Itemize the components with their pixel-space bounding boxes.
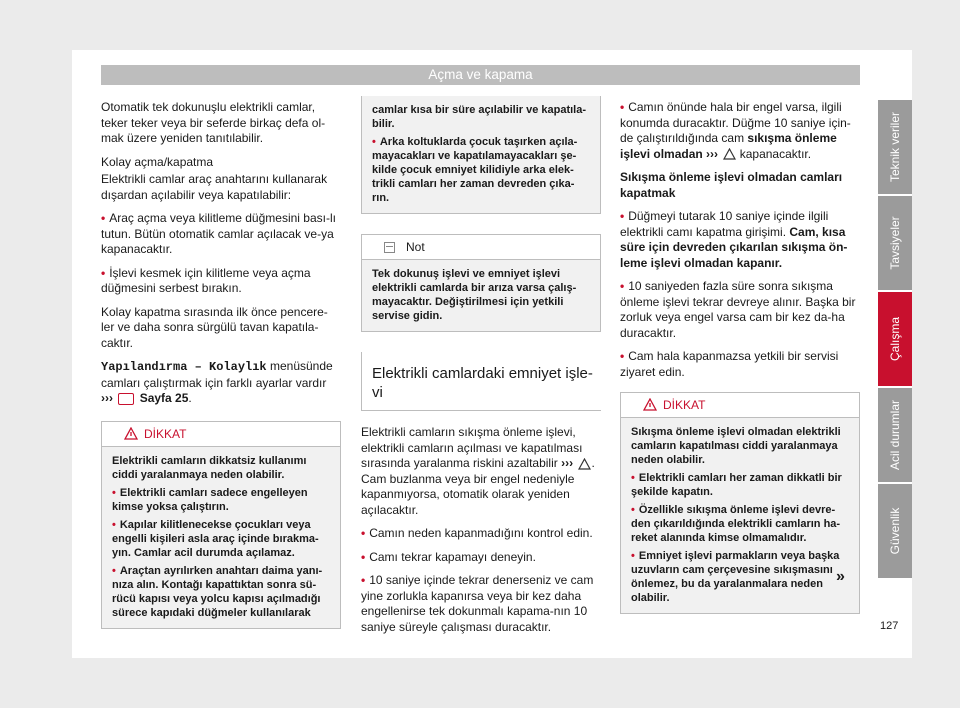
note-body: Tek dokunuş işlevi ve emniyet işlevi elektrikli camlarda bir arıza varsa çalış-mayacaktır. Değiştirilmesi için yetkili servise gidin. (362, 260, 600, 331)
list-item: • Düğmeyi tutarak 10 saniye içinde ilgili elektrikli camı kapatma girişimi. Cam, kısa süre için devreden çıkarılan sıkışma ön-leme işlevi olmadan kapanır. (620, 209, 848, 270)
list-item: • Camın neden kapanmadığını kontrol edin. (361, 526, 593, 540)
warning-title: DİKKAT (621, 393, 859, 418)
warning-icon (643, 398, 657, 411)
note-icon (384, 242, 395, 253)
list-item: • 10 saniyeden fazla süre sonra sıkışma önleme işlevi tekrar devreye alınır. Başka bir zorluk veya engel varsa cam bir kez da-ha duracaktır. (620, 279, 856, 340)
column-3 (620, 100, 860, 614)
list-item: • Araç açma veya kilitleme düğmesini bası-lı tutun. Bütün otomatik camlar açılacak ve-ya kapanacaktır. (101, 211, 336, 256)
list-item: • Camı tekrar kapamayı deneyin. (361, 549, 536, 564)
page-link[interactable]: Sayfa 25 (139, 391, 189, 405)
warning-box (620, 392, 860, 614)
tab-tavsiyeler[interactable]: Tavsiyeler (878, 196, 912, 290)
note-title: Not (362, 235, 600, 260)
ref-arrow: ››› (561, 456, 574, 470)
warning-icon (124, 427, 138, 440)
tab-acil-durumlar[interactable]: Acil durumlar (878, 388, 912, 482)
warning-title: DİKKAT (102, 422, 340, 447)
subheading: Sıkışma önleme işlevi olmadan camları kapatmak (620, 170, 843, 200)
list-item: • Elektrikli camları sadece engelleyen kimse yoksa çalıştırın. (112, 486, 308, 513)
warning-body: Elektrikli camların dikkatsiz kullanımı ciddi yaralanmaya neden olabilir. • Elektrikli camları sadece engelleyen kimse yoksa çalıştırın. • Kapılar kilitlenecekse çocukları veya engelli kişileri asla araç içinde bırakma-yın. Camlar acil durumda açılamaz. • Araçtan ayrılırken anahtarı daima yanı-nıza alın. Kontağı kapattıktan sonra sü-rücü kapısı veya yolcu kapısı açılmadığı sürece kapıdaki düğmeler kullanılarak (102, 447, 340, 628)
paragraph: Elektrikli camların sıkışma önleme işlevi, elektrikli camların açılması ve kapatılması sırasında yaralanma riskini azaltabilir ››› . Cam buzlanma veya bir engel nedeniyle kapanmıyorsa, otomatik olarak yeniden açılacaktır. (361, 425, 595, 517)
page-header: Açma ve kapama (101, 65, 860, 85)
ref-arrow: ››› (101, 391, 113, 405)
column-2 (361, 96, 601, 643)
note-box (361, 234, 601, 332)
list-item: • Özellikle sıkışma önleme işlevi devre-den çıkarıldığında elektrikli camların ha-reket alanında kimse olmamalıdır. (631, 504, 841, 544)
warning-icon (578, 458, 591, 470)
continue-arrow: » (836, 568, 845, 585)
intro-text: Otomatik tek dokunuşlu elektrikli camlar, teker teker veya bir seferde birkaç defa ol-mak üzere yeniden tanıtılabilir. (101, 100, 326, 145)
paragraph: Kolay kapatma sırasında ilk önce pencere-ler ve daha sonra sürgülü tavan kapatıla-caktır. (101, 304, 328, 350)
warning-icon (723, 148, 736, 160)
tab-teknik-veriler[interactable]: Teknik veriler (878, 100, 912, 194)
side-tabs (878, 100, 912, 580)
warning-box (101, 421, 341, 629)
list-item: • Emniyet işlevi parmakların veya başka uzuvların cam çerçevesine sıkışmasını önlemez, bu da yaralanmalara neden olabilir. (631, 550, 840, 604)
list-item: • 10 saniye içinde tekrar denerseniz ve cam yine zorlukla kapanırsa veya bir kez daha engellenirse tek dokunmalı kapama-nın 10 saniye süreyle çalışması duracaktır. (361, 573, 594, 634)
page-number: 127 (880, 620, 899, 632)
list-item: • Araçtan ayrılırken anahtarı daima yanı-nıza alın. Kontağı kapattıktan sonra sü-rücü kapısı veya yolcu kapısı açılmadığı sürece kapıdaki düğmeler kullanılarak (112, 564, 323, 619)
menu-path: Yapılandırma – Kolaylık (101, 360, 267, 374)
ref-arrow: ››› (706, 146, 719, 161)
section-title: Elektrikli camlardaki emniyet işle-vi (361, 352, 601, 411)
subheading: Kolay açma/kapatma (101, 154, 214, 169)
list-item: • Camın önünde hala bir engel varsa, ilgili konumda duracaktır. Düğme 10 saniye için-de çalıştırıldığında cam sıkışma önleme işlevi olmadan ››› kapanacaktır. (620, 100, 851, 161)
list-item: • Cam hala kapanmazsa yetkili bir servisi ziyaret edin. (620, 349, 839, 379)
warning-box-continued: camlar kısa bir süre açılabilir ve kapatıla-bilir. • Arka koltuklarda çocuk taşırken açıla-mayacakları ve kapatılamayacakları şe-kilde çocuk emniyet kilidiyle arka elek-trikli camları her zaman devreden çıka-rın. (361, 96, 601, 214)
list-item: • Kapılar kilitlenecekse çocukları veya engelli kişileri asla araç içinde bırakma-yın. Camlar acil durumda açılamaz. (112, 518, 319, 559)
column-1 (101, 100, 341, 629)
list-item: • İşlevi kesmek için kilitleme veya açma düğmesini serbest bırakın. (101, 265, 311, 295)
book-icon (118, 393, 134, 405)
paragraph: Elektrikli camlar araç anahtarını kullanarak dışardan açılabilir veya kapatılabilir: (101, 172, 328, 202)
warning-body: Sıkışma önleme işlevi olmadan elektrikli camların kapatılması ciddi yaralanmaya neden olabilir. • Elektrikli camları her zaman dikkatli bir şekilde kapatın. • Özellikle sıkışma önleme işlevi devre-den çıkarıldığında elektrikli camların ha-reket alanında kimse olmamalıdır. • Emniyet işlevi parmakların veya başka uzuvların cam çerçevesine sıkışmasını önlemez, bu da yaralanmalara neden olabilir. (621, 418, 859, 613)
list-item: • Arka koltuklarda çocuk taşırken açıla-mayacakları ve kapatılamayacakları şe-kilde çocuk emniyet kilidiyle arka elek-trikli camları her zaman devreden çıka-rın. (372, 136, 578, 204)
tab-calisma[interactable]: Çalışma (878, 292, 912, 386)
list-item: • Elektrikli camları her zaman dikkatli bir şekilde kapatın. (631, 472, 842, 498)
tab-guvenlik[interactable]: Güvenlik (878, 484, 912, 578)
paragraph: Yapılandırma – Kolaylık menüsünde camları çalıştırmak için farklı ayarlar vardır ››› Sayfa 25. (101, 359, 333, 405)
